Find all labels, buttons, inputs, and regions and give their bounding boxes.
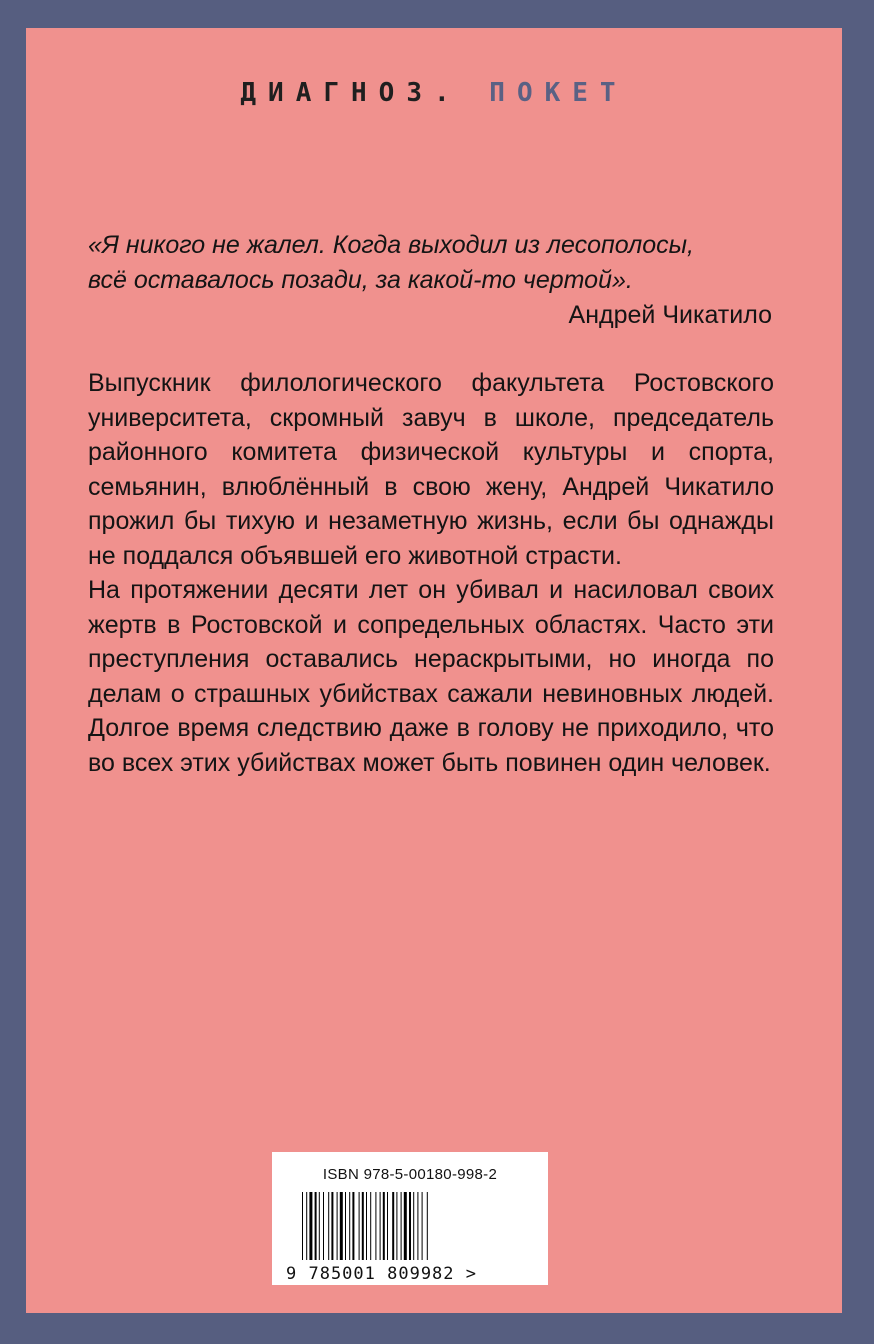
epigraph-quote: [88, 228, 788, 298]
quote-author: Андрей Чикатило: [568, 301, 772, 329]
annotation-text: [88, 366, 774, 780]
isbn-number: ISBN 978-5-00180-998-2: [322, 1166, 498, 1183]
quote-line-2: всё оставалось позади, за какой-то чертой».: [88, 266, 633, 294]
barcode-bars-icon: [302, 1192, 522, 1264]
series-title: [26, 78, 842, 108]
series-dot: .: [433, 78, 462, 108]
annotation-paragraph-1: Выпускник филологического факультета Ростовского университета, скромный завуч в школе, председатель районного комитета физической культуры и спорта, семьянин, влюблённый в свою жену, Андрей Чикатило прожил бы тихую и незаметную жизнь, если бы однажды не поддался объявшей его животной страсти.: [88, 369, 774, 570]
series-name: ДИАГНОЗ: [240, 78, 434, 108]
book-back-cover: [26, 28, 842, 1313]
annotation-paragraph-2: На протяжении десяти лет он убивал и насиловал своих жертв в Ростовской и сопредельных областях. Часто эти преступления оставались нераскрытыми, но иногда по делам о страшных убийствах сажали невиновных людей. Долгое время следствию даже в голову не приходило, что во всех этих убийствах может быть повинен один человек.: [88, 576, 774, 777]
quote-line-1: «Я никого не жалел. Когда выходил из лесополосы,: [88, 231, 694, 259]
series-subtitle: ПОКЕТ: [489, 78, 628, 108]
isbn-barcode: [272, 1152, 548, 1285]
barcode-digits: 9 785001 809982 >: [286, 1264, 477, 1284]
